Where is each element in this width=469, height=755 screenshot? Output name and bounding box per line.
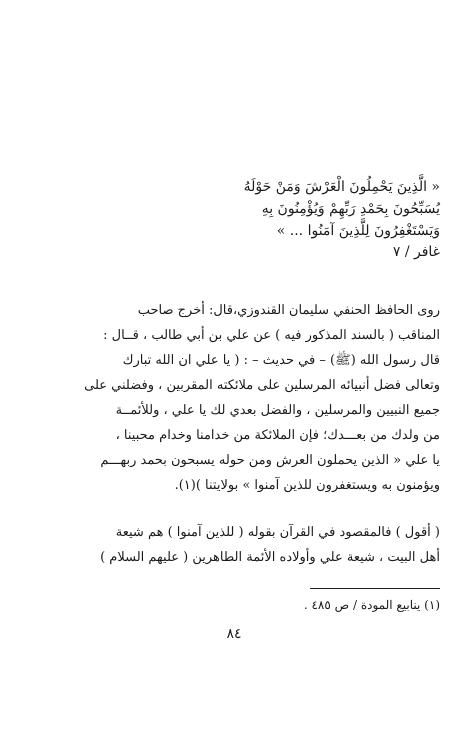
body-line: جميع النبيين والمرسلين ، والفضل بعدي لك يا علي ، وللأئمــة xyxy=(115,403,440,418)
body-line: من ولدك من بعـــدك؛ فإن الملائكة من خدامنا وخدام محبينا ، xyxy=(115,428,440,443)
body-line: روى الحافظ الحنفي سليمان القندوزي،قال: أخرج صاحب xyxy=(137,303,440,318)
body-line: وتعالى فضل أنبيائه المرسلين على ملائكته المقربين ، وفضلني على xyxy=(84,378,440,393)
body-line: المناقب ( بالسند المذكور فيه ) عن علي بن أبي طالب ، قــال : xyxy=(103,328,440,343)
commentary-line: أهل البيت ، شيعة علي وأولاده الأئمة الطاهرين ( عليهم السلام ) xyxy=(100,550,440,565)
footnote-divider xyxy=(310,588,440,589)
quran-verse xyxy=(150,176,440,242)
verse-line: وَيَسْتَغْفِرُونَ لِلَّذِينَ آمَنُوا ... » xyxy=(276,223,440,239)
verse-line: يُسَبِّحُونَ بِحَمْدِ رَبِّهِمْ وَيُؤْمِنُونَ بِهِ xyxy=(261,201,440,217)
body-line: ويؤمنون به ويستغفرون للذين آمنوا » بولايتنا )(١). xyxy=(174,478,440,493)
verse-line: « الَّذِينَ يَحْمِلُونَ الْعَرْشَ وَمَنْ حَوْلَهُ xyxy=(243,179,440,195)
body-line: يا علي « الذين يحملون العرش ومن حوله يسبحون بحمد ربهـــم xyxy=(100,453,440,468)
hadith-paragraph xyxy=(36,298,440,498)
page-number: ٨٤ xyxy=(226,626,242,642)
body-line: قال رسول الله (ﷺ) – في حديث – : ( يا علي ان الله تبارك xyxy=(122,353,440,368)
commentary-paragraph xyxy=(36,520,440,570)
verse-reference: غافر / ٧ xyxy=(392,244,440,260)
commentary-line: ( أقول ) فالمقصود في القرآن بقوله ( للذين آمنوا ) هم شيعة xyxy=(115,525,440,540)
footnote: (١) ينابيع المودة / ص ٤٨٥ . xyxy=(303,598,440,612)
